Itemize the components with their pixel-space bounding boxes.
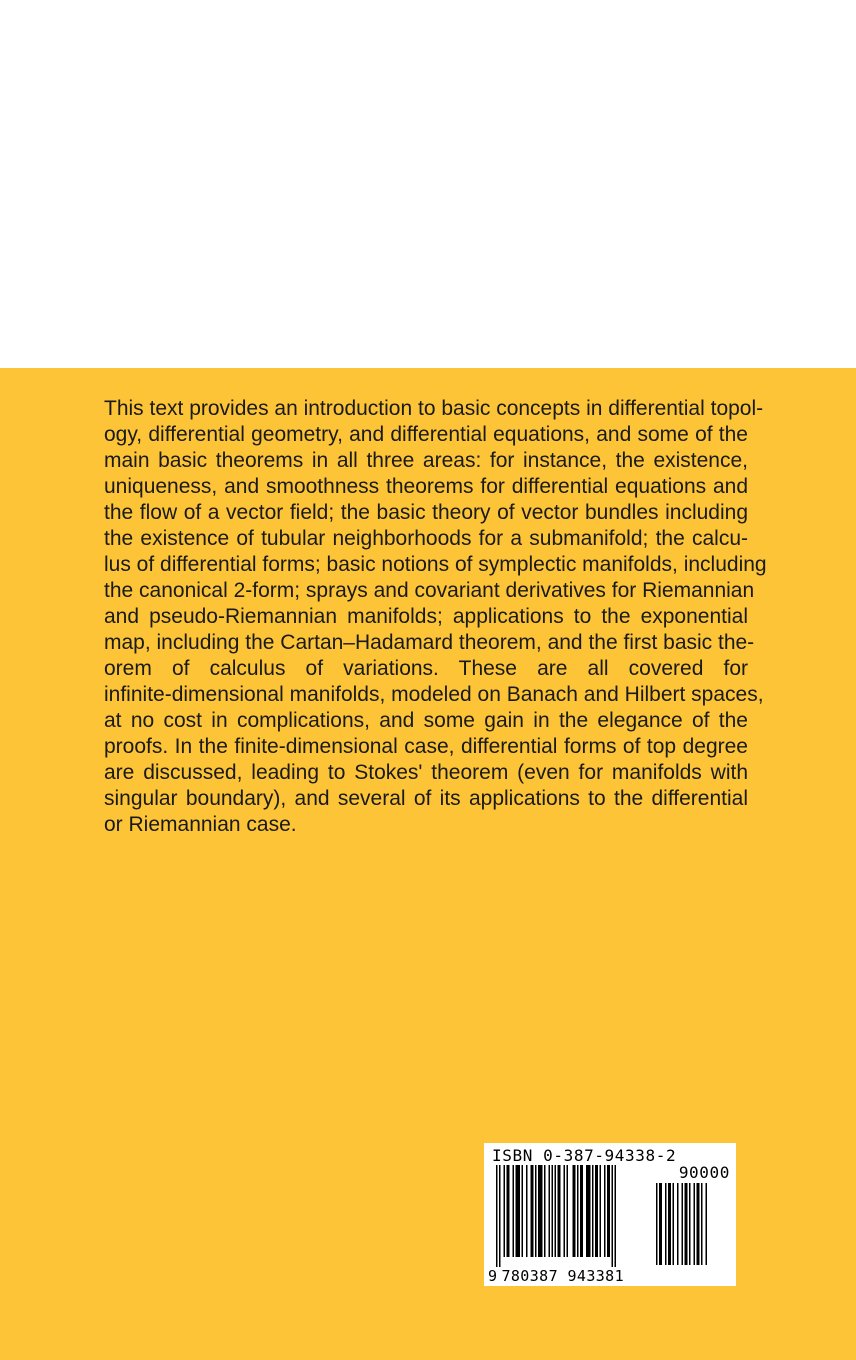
barcode-bar bbox=[659, 1183, 662, 1265]
barcode-bar bbox=[706, 1183, 708, 1265]
barcode-bar bbox=[549, 1165, 551, 1257]
description-line: lus of differential forms; basic notions of symplectic manifolds, including bbox=[104, 553, 767, 576]
barcode-bar bbox=[573, 1165, 576, 1257]
barcode-bar bbox=[656, 1183, 658, 1265]
addon-barcode-bars bbox=[656, 1183, 730, 1275]
description-line: map, including the Cartan–Hadamard theorem, and the first basic the- bbox=[104, 631, 755, 654]
barcode-bar bbox=[577, 1165, 579, 1257]
barcode-bar bbox=[615, 1165, 617, 1267]
description-line: at no cost in complications, and some gain in the elegance of the bbox=[104, 709, 748, 732]
barcode-bar bbox=[504, 1165, 506, 1257]
description-line: or Riemannian case. bbox=[104, 813, 297, 836]
description-line: proofs. In the finite-dimensional case, differential forms of top degree bbox=[104, 735, 748, 758]
barcode-bar bbox=[682, 1183, 684, 1265]
description-line: singular boundary), and several of its applications to the differential bbox=[104, 787, 748, 810]
description-line: uniqueness, and smoothness theorems for differential equations and bbox=[104, 475, 748, 498]
barcode-bar bbox=[689, 1183, 691, 1265]
barcode-bar bbox=[564, 1165, 566, 1257]
barcode-bar bbox=[701, 1183, 703, 1265]
barcode-bar bbox=[697, 1183, 700, 1265]
barcode-bar bbox=[668, 1183, 671, 1265]
barcode-bar bbox=[558, 1165, 561, 1257]
ean-lead-digit: 9 bbox=[488, 1267, 498, 1285]
blank-top-area bbox=[0, 0, 856, 368]
barcode-bar bbox=[538, 1165, 543, 1257]
barcode-bar bbox=[685, 1183, 688, 1265]
description-line: main basic theorems in all three areas: for instance, the existence, bbox=[104, 449, 748, 472]
description-line: are discussed, leading to Stokes' theorem (even for manifolds with bbox=[104, 761, 748, 784]
barcode-bar bbox=[600, 1165, 602, 1257]
description-line: orem of calculus of variations. These are all covered for bbox=[104, 657, 748, 680]
barcode-bar bbox=[555, 1165, 557, 1257]
barcode-bar bbox=[665, 1183, 667, 1265]
barcode-bar bbox=[513, 1165, 515, 1257]
isbn-barcode bbox=[484, 1143, 736, 1286]
barcode-bar bbox=[595, 1165, 598, 1257]
barcode-bar bbox=[567, 1165, 569, 1257]
barcode-bar bbox=[499, 1165, 501, 1267]
price-code: 90000 bbox=[678, 1163, 730, 1182]
barcode-bar bbox=[535, 1165, 537, 1257]
barcode-bar bbox=[552, 1165, 554, 1257]
barcode-bar bbox=[677, 1183, 679, 1265]
description-line: ogy, differential geometry, and differential equations, and some of the bbox=[104, 423, 748, 446]
barcode-bar bbox=[586, 1165, 591, 1257]
description-line: the flow of a vector field; the basic theory of vector bundles including bbox=[104, 501, 748, 524]
book-description bbox=[104, 396, 767, 838]
barcode-bar bbox=[496, 1165, 498, 1267]
barcode-bar bbox=[516, 1165, 521, 1257]
barcode-bar bbox=[507, 1165, 510, 1257]
description-line: This text provides an introduction to basic concepts in differential topol- bbox=[104, 397, 764, 420]
barcode-bar bbox=[522, 1165, 524, 1257]
barcode-bar bbox=[526, 1165, 528, 1257]
barcode-bar bbox=[544, 1165, 546, 1257]
ean-digit-groups: 780387 943381 bbox=[501, 1267, 625, 1285]
barcode-bar bbox=[694, 1183, 696, 1265]
barcode-bar bbox=[673, 1183, 675, 1265]
barcode-bar bbox=[604, 1165, 606, 1257]
description-line: the existence of tubular neighborhoods for a submanifold; the calcu- bbox=[104, 527, 748, 550]
description-line: and pseudo-Riemannian manifolds; applications to the exponential bbox=[104, 605, 748, 628]
barcode-bar bbox=[531, 1165, 534, 1257]
barcode-bar bbox=[592, 1165, 594, 1257]
barcode-bar bbox=[607, 1165, 610, 1257]
ean-number bbox=[488, 1267, 624, 1285]
barcode-bar bbox=[580, 1165, 583, 1257]
description-line: infinite-dimensional manifolds, modeled on Banach and Hilbert spaces, bbox=[104, 683, 764, 706]
barcode-bar bbox=[612, 1165, 614, 1267]
isbn-label: ISBN 0-387-94338-2 bbox=[492, 1146, 677, 1165]
description-line: the canonical 2-form; sprays and covariant derivatives for Riemannian bbox=[104, 579, 755, 602]
ean-barcode-bars bbox=[496, 1165, 646, 1267]
